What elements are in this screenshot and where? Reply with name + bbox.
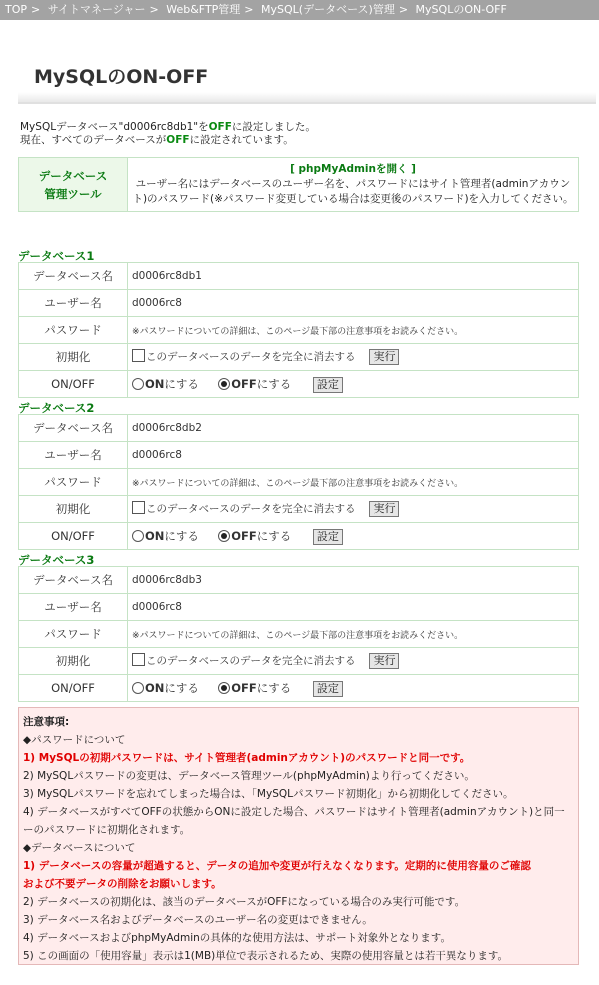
notes-db-heading: ◆データベースについて <box>23 842 136 854</box>
off-radio-suffix: にする <box>256 680 292 695</box>
onoff-label: ON/OFF <box>19 523 128 550</box>
breadcrumb: TOP > サイトマネージャー > Web&FTP管理 > MySQL(データベース)管理 > MySQLのON-OFF <box>0 0 599 20</box>
status-message <box>20 121 316 147</box>
user-label: ユーザー名 <box>19 594 128 621</box>
user-value: d0006rc8 <box>128 594 579 621</box>
on-radio[interactable] <box>132 682 144 694</box>
table-row <box>19 442 579 469</box>
phpmyadmin-link[interactable]: [ phpMyAdminを開く ] <box>290 163 416 175</box>
database-heading: データベース2 <box>18 401 95 415</box>
off-radio-suffix: にする <box>256 376 292 391</box>
notes-title: 注意事項: <box>23 716 70 728</box>
page-title: MySQLのON-OFF <box>34 66 209 88</box>
init-checkbox-label: このデータベースのデータを完全に消去する <box>146 351 356 363</box>
notes-db2: 2) データベースの初期化は、該当のデータベースがOFFになっている場合のみ実行可能です。 <box>23 896 466 908</box>
breadcrumb-web-ftp-link[interactable]: Web&FTP管理 <box>166 3 241 16</box>
off-radio-label: OFF <box>231 680 257 695</box>
table-row <box>19 496 579 523</box>
database-heading: データベース1 <box>18 249 95 263</box>
init-label: 初期化 <box>19 648 128 675</box>
set-button[interactable]: 設定 <box>313 377 343 393</box>
db-name-value: d0006rc8db3 <box>128 567 579 594</box>
db-tool-description: ユーザー名にはデータベースのユーザー名を、パスワードにはサイト管理者(adminアカウント)のパスワード(※パスワード変更している場合は変更後のパスワード)を入力してください。 <box>132 178 574 205</box>
table-row <box>19 415 579 442</box>
table-row <box>19 567 579 594</box>
init-checkbox-label: このデータベースのデータを完全に消去する <box>146 503 356 515</box>
status-off: OFF <box>208 121 232 133</box>
exec-button[interactable]: 実行 <box>369 501 399 517</box>
password-note: ※パスワードについての詳細は、このページ最下部の注意事項をお読みください。 <box>128 469 579 496</box>
notes-pw4a: 4) データベースがすべてOFFの状態からONに設定した場合、パスワードはサイト管理者(adminアカウント)と同一 <box>23 806 565 818</box>
user-value: d0006rc8 <box>128 442 579 469</box>
db-tool-header-line: 管理ツール <box>44 186 102 201</box>
notes-pw3: 3) MySQLパスワードを忘れてしまった場合は、「MySQLパスワード初期化」から初期化してください。 <box>23 788 514 800</box>
on-radio-suffix: にする <box>164 680 199 695</box>
user-label: ユーザー名 <box>19 442 128 469</box>
database-table <box>18 566 579 702</box>
onoff-label: ON/OFF <box>19 371 128 398</box>
db-name-label: データベース名 <box>19 567 128 594</box>
password-note: ※パスワードについての詳細は、このページ最下部の注意事項をお読みください。 <box>128 621 579 648</box>
init-checkbox[interactable] <box>132 349 145 362</box>
notes-db1b: および不要データの削除をお願いします。 <box>23 878 222 890</box>
exec-button[interactable]: 実行 <box>369 653 399 669</box>
password-label: パスワード <box>19 469 128 496</box>
status-text: に設定しました。 <box>231 121 316 133</box>
on-radio-suffix: にする <box>164 376 199 391</box>
table-row <box>19 317 579 344</box>
user-label: ユーザー名 <box>19 290 128 317</box>
breadcrumb-current: MySQLのON-OFF <box>415 3 507 16</box>
notes-db3: 3) データベース名およびデータベースのユーザー名の変更はできません。 <box>23 914 373 926</box>
init-checkbox[interactable] <box>132 653 145 666</box>
table-row <box>19 523 579 550</box>
db-tool-table <box>18 157 579 212</box>
off-radio[interactable] <box>218 378 230 390</box>
on-radio[interactable] <box>132 530 144 542</box>
table-row <box>19 371 579 398</box>
status-off: OFF <box>166 134 190 146</box>
db-name-label: データベース名 <box>19 263 128 290</box>
notes-pw-heading: ◆パスワードについて <box>23 734 126 746</box>
init-label: 初期化 <box>19 496 128 523</box>
onoff-label: ON/OFF <box>19 675 128 702</box>
db-name-value: d0006rc8db2 <box>128 415 579 442</box>
password-note: ※パスワードについての詳細は、このページ最下部の注意事項をお読みください。 <box>128 317 579 344</box>
status-text: MySQLデータベース"d0006rc8db1"を <box>20 121 209 133</box>
notes-db1a: 1) データベースの容量が超過すると、データの追加や変更が行えなくなります。定期的に使用容量のご確認 <box>23 860 531 872</box>
table-row <box>19 469 579 496</box>
init-checkbox-label: このデータベースのデータを完全に消去する <box>146 655 356 667</box>
off-radio[interactable] <box>218 530 230 542</box>
on-radio-label: ON <box>145 680 165 695</box>
notes-pw4b: ーのパスワードに初期化されます。 <box>23 824 191 836</box>
on-radio-label: ON <box>145 376 165 391</box>
db-tool-header-line: データベース <box>38 168 108 183</box>
on-radio[interactable] <box>132 378 144 390</box>
table-row <box>19 648 579 675</box>
database-heading: データベース3 <box>18 553 95 567</box>
breadcrumb-mysql-link[interactable]: MySQL(データベース)管理 <box>261 3 395 16</box>
notes-db4: 4) データベースおよびphpMyAdminの具体的な使用方法は、サポート対象外となります。 <box>23 932 451 944</box>
notes-panel <box>18 707 579 965</box>
notes-pw1: 1) MySQLの初期パスワードは、サイト管理者(adminアカウント)のパスワードと同一です。 <box>23 752 471 764</box>
off-radio-suffix: にする <box>256 528 292 543</box>
on-radio-label: ON <box>145 528 165 543</box>
notes-db5: 5) この画面の「使用容量」表示は1(MB)単位で表示されるため、実際の使用容量とは若干異なります。 <box>23 950 508 962</box>
password-label: パスワード <box>19 621 128 648</box>
table-row <box>19 263 579 290</box>
notes-pw2: 2) MySQLパスワードの変更は、データベース管理ツール(phpMyAdmin)より行ってください。 <box>23 770 475 782</box>
db-tool-cell <box>128 158 579 212</box>
table-row <box>19 290 579 317</box>
table-row <box>19 594 579 621</box>
db-name-value: d0006rc8db1 <box>128 263 579 290</box>
user-value: d0006rc8 <box>128 290 579 317</box>
password-label: パスワード <box>19 317 128 344</box>
database-table <box>18 414 579 550</box>
db-tool-header <box>19 158 128 212</box>
exec-button[interactable]: 実行 <box>369 349 399 365</box>
status-text: 現在、すべてのデータベースが <box>20 134 167 146</box>
off-radio-label: OFF <box>231 376 257 391</box>
breadcrumb-top-link[interactable]: TOP <box>5 3 28 16</box>
table-row <box>19 621 579 648</box>
init-label: 初期化 <box>19 344 128 371</box>
database-table <box>18 262 579 398</box>
table-row <box>19 344 579 371</box>
set-button[interactable]: 設定 <box>313 529 343 545</box>
table-row <box>19 675 579 702</box>
init-checkbox[interactable] <box>132 501 145 514</box>
db-name-label: データベース名 <box>19 415 128 442</box>
status-text: に設定されています。 <box>189 134 294 146</box>
off-radio[interactable] <box>218 682 230 694</box>
breadcrumb-site-manager-link[interactable]: サイトマネージャー <box>47 3 146 16</box>
on-radio-suffix: にする <box>164 528 199 543</box>
set-button[interactable]: 設定 <box>313 681 343 697</box>
off-radio-label: OFF <box>231 528 257 543</box>
page-title-bar <box>18 52 596 104</box>
